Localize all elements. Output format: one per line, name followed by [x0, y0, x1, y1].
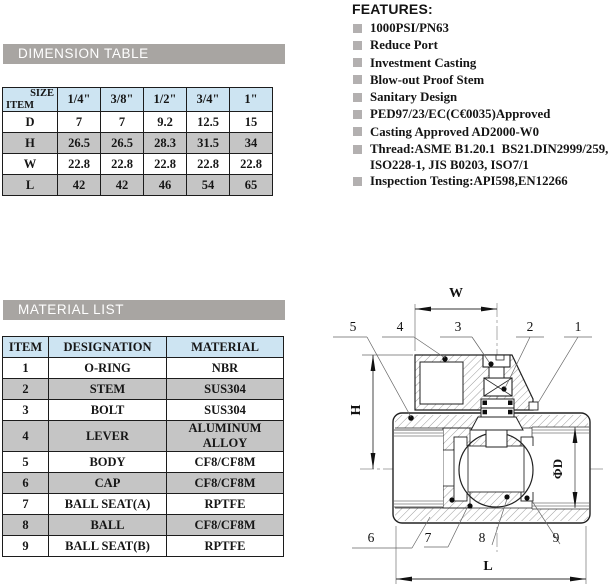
bullet-square-icon — [353, 145, 362, 154]
dim-value: 22.8 — [144, 154, 187, 175]
cell-designation: BALL SEAT(A) — [49, 494, 167, 515]
cell-designation: CAP — [49, 473, 167, 494]
ball-stem-slot — [486, 430, 507, 447]
dim-value: 15 — [230, 112, 273, 133]
dim-value: 22.8 — [187, 154, 230, 175]
table-row — [3, 536, 284, 557]
dim-item: L — [3, 175, 58, 196]
dim-value: 7 — [58, 112, 101, 133]
bullet-square-icon — [353, 127, 362, 136]
cell-item: 4 — [3, 421, 49, 452]
feature-text: Inspection Testing:API598,EN12266 — [370, 174, 568, 189]
dim-value: 31.5 — [187, 133, 230, 154]
cell-material: SUS304 — [167, 400, 284, 421]
dim-value: 9.2 — [144, 112, 187, 133]
cell-material: CF8/CF8M — [167, 473, 284, 494]
table-row — [3, 358, 284, 379]
dim-label-l: L — [483, 559, 493, 574]
left-port-threads — [394, 430, 443, 507]
table-row — [3, 421, 284, 452]
cell-item: 3 — [3, 400, 49, 421]
dim-value: 22.8 — [58, 154, 101, 175]
feature-text: Reduce Port — [370, 38, 438, 53]
cell-designation: BALL — [49, 515, 167, 536]
cell-material: RPTFE — [167, 536, 284, 557]
list-item — [352, 37, 611, 54]
material-list-header: MATERIAL LIST — [3, 300, 285, 320]
material-table — [2, 336, 284, 557]
list-item — [352, 20, 611, 37]
cell-material: RPTFE — [167, 494, 284, 515]
cell-designation: BODY — [49, 452, 167, 473]
size-col-header: 1/2" — [144, 88, 187, 112]
callout-5: 5 — [349, 319, 357, 334]
size-item-corner-cell — [3, 88, 58, 112]
dimension-table — [2, 87, 273, 196]
features-title: FEATURES: — [352, 1, 433, 17]
stem-nut — [483, 355, 510, 367]
cell-designation: O-RING — [49, 358, 167, 379]
bullet-square-icon — [353, 110, 362, 119]
table-row — [3, 400, 284, 421]
size-col-header: 1" — [230, 88, 273, 112]
callout-8: 8 — [478, 530, 486, 545]
cell-material: CF8/CF8M — [167, 515, 284, 536]
list-item — [352, 72, 611, 89]
ball-bore-band — [458, 446, 534, 492]
material-table-header-row — [3, 337, 284, 358]
bullet-square-icon — [353, 75, 362, 84]
dim-value: 28.3 — [144, 133, 187, 154]
dim-value: 22.8 — [230, 154, 273, 175]
dim-value: 12.5 — [187, 112, 230, 133]
table-row — [3, 175, 273, 196]
col-header-material: MATERIAL — [167, 337, 284, 358]
dim-value: 7 — [101, 112, 144, 133]
corner-size-label: SIZE — [30, 88, 54, 99]
table-row — [3, 154, 273, 175]
callout-4: 4 — [396, 319, 404, 334]
list-item — [352, 124, 611, 141]
callout-2: 2 — [526, 319, 534, 334]
cell-item: 9 — [3, 536, 49, 557]
stem-gland — [484, 378, 512, 396]
feature-text: Investment Casting — [370, 55, 477, 70]
dim-value: 26.5 — [58, 133, 101, 154]
dim-item: D — [3, 112, 58, 133]
dim-label-diameter: ΦD — [550, 458, 565, 480]
stem-packing-rings — [481, 399, 514, 417]
size-col-header: 3/8" — [101, 88, 144, 112]
col-header-designation: DESIGNATION — [49, 337, 167, 358]
cell-item: 8 — [3, 515, 49, 536]
dim-value: 42 — [101, 175, 144, 196]
dim-value: 46 — [144, 175, 187, 196]
bullet-square-icon — [353, 24, 362, 33]
cell-item: 6 — [3, 473, 49, 494]
cell-item: 7 — [3, 494, 49, 515]
stop-bracket — [529, 402, 538, 410]
dim-value: 34 — [230, 133, 273, 154]
list-item — [352, 55, 611, 72]
size-col-header: 1/4" — [58, 88, 101, 112]
dim-value: 26.5 — [101, 133, 144, 154]
list-item — [352, 141, 611, 173]
size-col-header: 3/4" — [187, 88, 230, 112]
valve-section-drawing — [330, 278, 611, 587]
feature-text: Casting Approved AD2000-W0 — [370, 124, 539, 139]
callout-6: 6 — [367, 530, 375, 545]
table-row — [3, 379, 284, 400]
callout-1: 1 — [574, 319, 582, 334]
bullet-square-icon — [353, 41, 362, 50]
dim-value: 22.8 — [101, 154, 144, 175]
dimension-table-header: DIMENSION TABLE — [3, 44, 285, 64]
feature-text: Blow-out Proof Stem — [370, 72, 485, 87]
cell-material: CF8/CF8M — [167, 452, 284, 473]
corner-item-label: ITEM — [6, 100, 35, 111]
table-row — [3, 473, 284, 494]
callout-7: 7 — [424, 530, 432, 545]
dim-item: W — [3, 154, 58, 175]
stem-base — [471, 417, 523, 430]
table-row — [3, 494, 284, 515]
list-item — [352, 89, 611, 106]
table-row — [3, 452, 284, 473]
callout-9: 9 — [552, 530, 560, 545]
dim-value: 42 — [58, 175, 101, 196]
feature-text: Sanitary Design — [370, 90, 458, 105]
body-wall-bottom — [395, 508, 588, 521]
table-row — [3, 112, 273, 133]
dim-value: 65 — [230, 175, 273, 196]
feature-text: 1000PSI/PN63 — [370, 21, 449, 35]
col-header-item: ITEM — [3, 337, 49, 358]
cell-material: SUS304 — [167, 379, 284, 400]
cell-designation: BOLT — [49, 400, 167, 421]
feature-text: Thread:ASME B1.20.1 BS21.DIN2999/259, ISO228-1, JIS B0203, ISO7/1 — [370, 142, 609, 173]
dim-label-h: H — [349, 404, 364, 416]
callout-3: 3 — [454, 319, 462, 334]
table-row — [3, 515, 284, 536]
feature-text: PED97/23/EC(C€0035)Approved — [370, 107, 551, 122]
dimension-table-header-row — [3, 88, 273, 112]
cell-designation: BALL SEAT(B) — [49, 536, 167, 557]
cell-material: NBR — [167, 358, 284, 379]
dim-item: H — [3, 133, 58, 154]
cell-designation: STEM — [49, 379, 167, 400]
cell-item: 1 — [3, 358, 49, 379]
dim-label-w: W — [449, 286, 463, 301]
list-item — [352, 106, 611, 123]
bullet-square-icon — [353, 93, 362, 102]
lever-grip-hole — [420, 362, 463, 404]
bullet-square-icon — [353, 58, 362, 67]
cell-item: 5 — [3, 452, 49, 473]
table-row — [3, 133, 273, 154]
bullet-square-icon — [353, 177, 362, 186]
list-item — [352, 173, 611, 190]
dim-value: 54 — [187, 175, 230, 196]
stem-neck — [489, 367, 504, 378]
cell-designation: LEVER — [49, 421, 167, 452]
cell-material: ALUMINUM ALLOY — [167, 421, 284, 452]
cell-item: 2 — [3, 379, 49, 400]
features-section — [352, 1, 611, 190]
